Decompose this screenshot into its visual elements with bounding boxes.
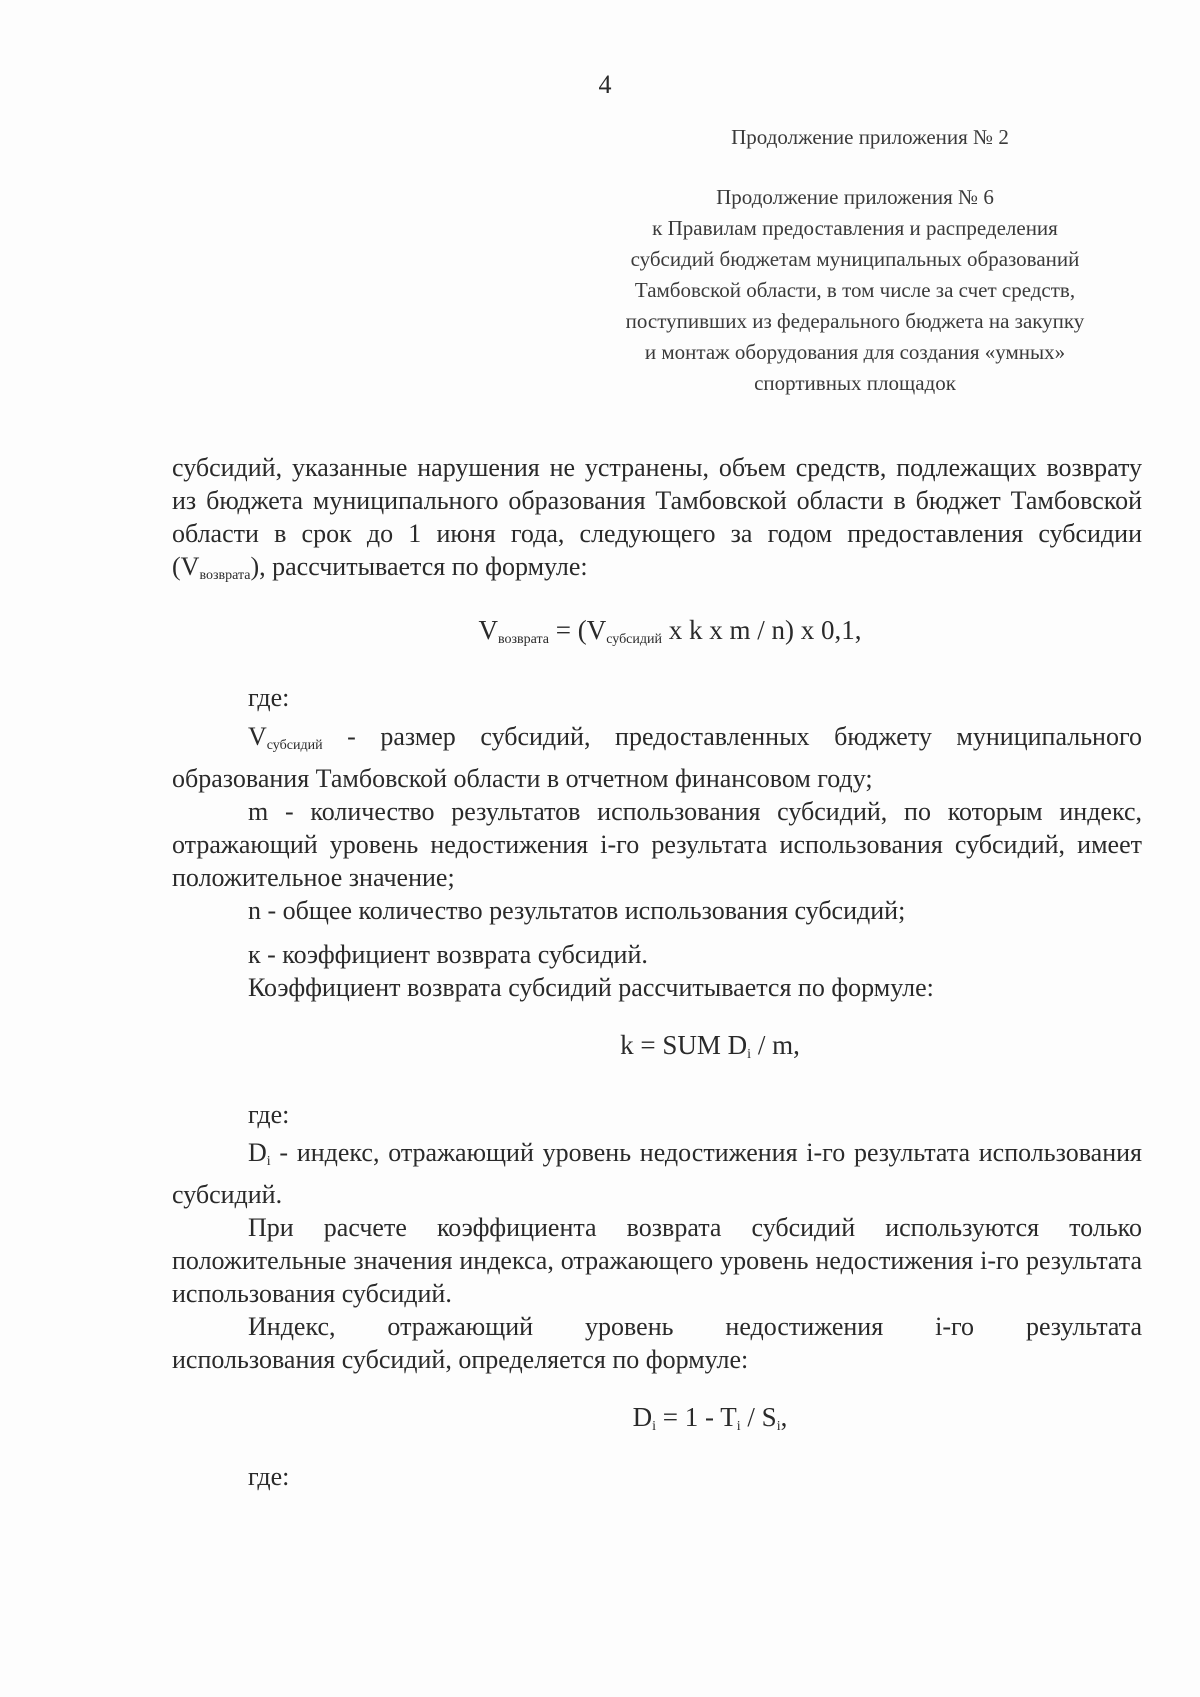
- header-line: и монтаж оборудования для создания «умных»: [644, 340, 1066, 364]
- definitions-block-3: [172, 1136, 1142, 1376]
- subscript: i: [776, 1419, 781, 1434]
- positive-values-note: При расчете коэффициента возврата субсидий используются только положительные значения индекса, отражающего уровень недостижения i-го результата использования субсидий.: [172, 1213, 1142, 1308]
- body-paragraph: [172, 451, 1142, 592]
- subscript: возврата: [199, 568, 251, 583]
- definitions-block-2: [172, 938, 1142, 1004]
- formula-part: k = SUM D: [620, 1030, 748, 1060]
- header-line: спортивных площадок: [754, 371, 956, 395]
- formula-part: x k x m / n) x 0,1,: [662, 615, 862, 645]
- definition-m: m - количество результатов использования субсидий, по которым индекс, отражающий уровень недостижения i-го результата использования субсидий, имеет положительное значение;: [172, 797, 1142, 892]
- continuation-note-2: [620, 122, 1120, 153]
- where-label: где:: [248, 1100, 290, 1129]
- definition-d: [172, 1136, 1142, 1211]
- subscript: i: [736, 1419, 741, 1434]
- where-label: где:: [248, 683, 290, 712]
- header-line: Продолжение приложения № 6: [716, 185, 994, 209]
- definition-v-subsidies: [172, 720, 1142, 795]
- paragraph-refund-volume: [172, 451, 1142, 592]
- subscript: возврата: [497, 632, 549, 647]
- header-line: субсидий бюджетам муниципальных образований: [630, 247, 1080, 271]
- subscript: i: [266, 1154, 271, 1169]
- formula-symbol: D: [632, 1402, 653, 1432]
- subscript: субсидий: [606, 632, 662, 647]
- header-line: к Правилам предоставления и распределения: [652, 216, 1058, 240]
- coefficient-formula-intro: Коэффициент возврата субсидий рассчитывается по формуле:: [248, 973, 934, 1002]
- formula-part: / m,: [751, 1030, 800, 1060]
- formula-symbol: V: [478, 615, 498, 645]
- formula-refund-volume: [70, 615, 1200, 648]
- text-run: - размер субсидий, предоставленных бюджету муниципального образования Тамбовской области в отчетном финансовом году;: [172, 722, 1142, 793]
- index-formula-intro-line2: использования субсидий, определяется по формуле:: [172, 1345, 749, 1374]
- text-run: V: [248, 722, 267, 751]
- text-run: D: [248, 1138, 267, 1167]
- header-line: Тамбовской области, в том числе за счет средств,: [634, 278, 1076, 302]
- definitions-block-1: [172, 720, 1142, 927]
- formula-index: [110, 1402, 1200, 1435]
- text-run: субсидий, указанные нарушения не устранены, объем средств, подлежащих возврату из бюджета муниципального образования Тамбовской области в бюджет Тамбовской области в срок до 1 июня года, следующего за годом предоставления субсидии (V: [172, 453, 1142, 581]
- formula-part: = (V: [549, 615, 607, 645]
- continuation-note-6: [575, 182, 1135, 399]
- definition-n: n - общее количество результатов использования субсидий;: [248, 896, 906, 925]
- formula-coefficient: [110, 1030, 1200, 1063]
- header-line: Продолжение приложения № 2: [731, 125, 1009, 149]
- text-run: ), рассчитывается по формуле:: [250, 552, 588, 581]
- formula-part: = 1 - T: [656, 1402, 737, 1432]
- formula-part: / S: [740, 1402, 777, 1432]
- index-formula-intro-line1: Индекс, отражающий уровень недостижения i-го результата: [248, 1312, 1142, 1341]
- definition-k: к - коэффициент возврата субсидий.: [248, 940, 648, 969]
- text-run: - индекс, отражающий уровень недостижения i-го результата использования субсидий.: [172, 1138, 1142, 1209]
- formula-part: ,: [780, 1402, 788, 1432]
- subscript: субсидий: [266, 738, 323, 753]
- header-line: поступивших из федерального бюджета на закупку: [625, 309, 1085, 333]
- where-label: где:: [248, 1462, 290, 1491]
- page-number: 4: [598, 70, 612, 99]
- subscript: i: [652, 1419, 657, 1434]
- subscript: i: [747, 1047, 752, 1062]
